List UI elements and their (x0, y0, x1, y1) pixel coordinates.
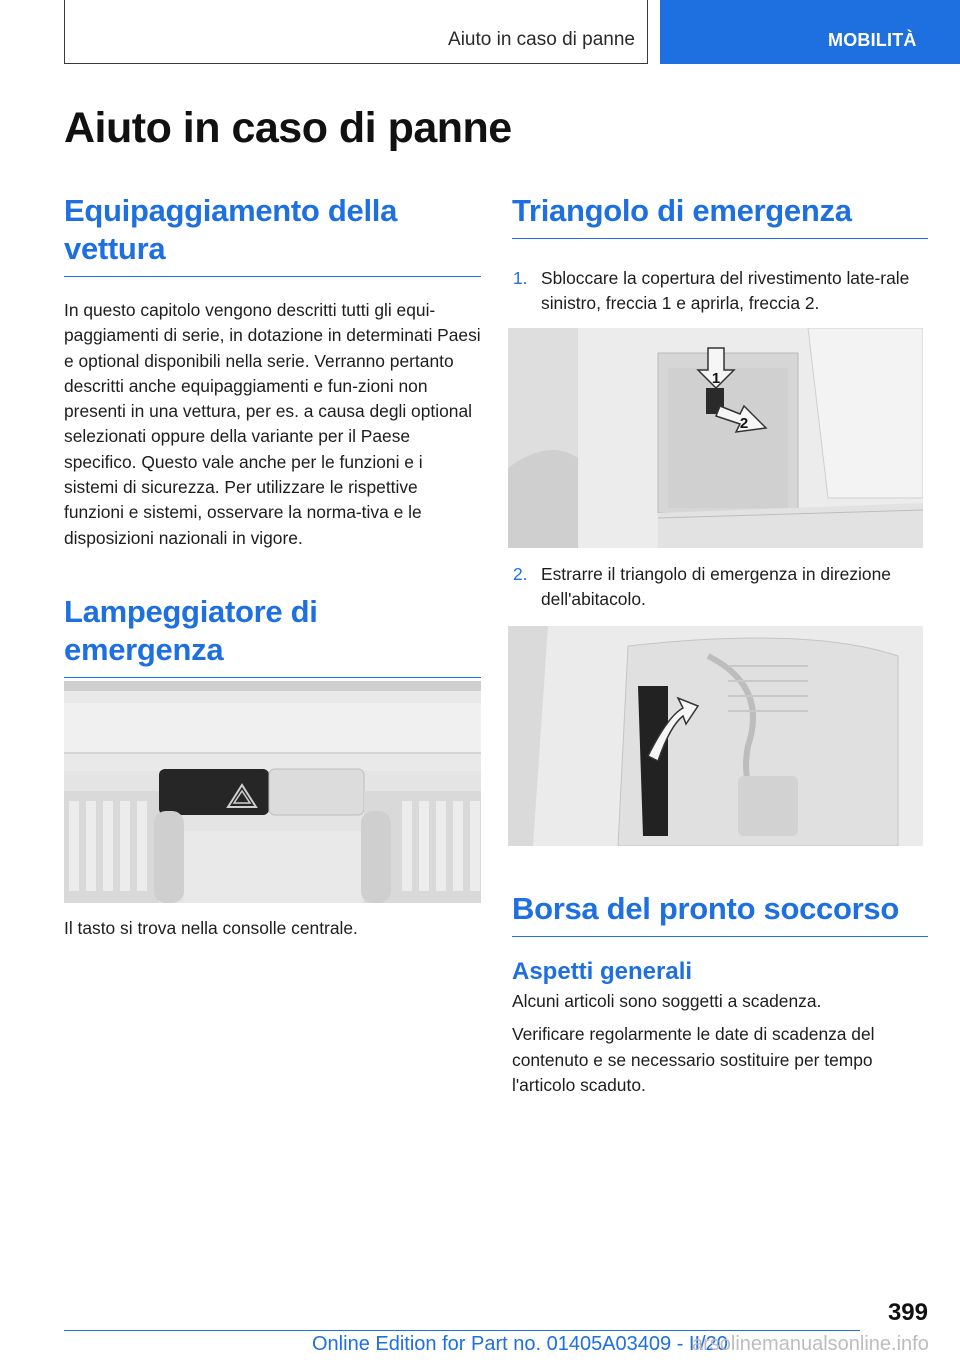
compartment-illustration (508, 626, 923, 846)
page-number: 399 (887, 1299, 928, 1326)
triangle-panel-image (508, 328, 923, 548)
header-section-label: Aiuto in caso di panne (448, 29, 635, 50)
chapter-tab (660, 0, 960, 64)
page-title: Aiuto in caso di panne (64, 104, 512, 152)
step-number: 1. (513, 268, 528, 288)
section-heading-hazard: Lampeggiatore di emergenza (64, 593, 481, 678)
arrow-1-label: 1 (711, 370, 721, 387)
step-text: Sbloccare la copertura del rivestimento late-rale sinistro, freccia 1 e aprirla, freccia 2. (541, 268, 910, 314)
header-section-box (64, 0, 648, 64)
first-aid-paragraph-1: Alcuni articoli sono soggetti a scadenza. (512, 991, 822, 1011)
triangle-steps-2 (512, 562, 928, 613)
watermark: arsolinemanualsonline.info (692, 1333, 929, 1355)
step-item (512, 266, 928, 317)
footer-rule (64, 1330, 860, 1331)
hazard-switch-illustration (64, 681, 481, 903)
section-heading-triangle: Triangolo di emergenza (512, 192, 928, 239)
hazard-switch-image (64, 681, 481, 903)
hazard-caption: Il tasto si trova nella consolle centrale. (64, 918, 358, 938)
section-heading-equipment: Equipaggiamento della vettura (64, 192, 481, 277)
chapter-tab-label: MOBILITÀ (828, 30, 917, 50)
first-aid-paragraph-2: Verificare regolarmente le date di scadenza del contenuto e se necessario sostituire per tempo l'articolo scaduto. (512, 1024, 875, 1095)
section-heading-first-aid: Borsa del pronto soccorso (512, 890, 928, 937)
first-aid-section (512, 890, 928, 1098)
edition-note: Online Edition for Part no. 01405A03409 - II/20 (312, 1333, 728, 1355)
triangle-steps-1 (512, 266, 928, 317)
step-text: Estrarre il triangolo di emergenza in direzione dell'abitacolo. (541, 564, 891, 610)
panel-illustration (508, 328, 923, 548)
step-number: 2. (513, 564, 528, 584)
subheading-general: Aspetti generali (512, 958, 693, 985)
triangle-compartment-image (508, 626, 923, 846)
left-column (64, 192, 481, 678)
equipment-paragraph: In questo capitolo vengono descritti tutti gli equi-paggiamenti di serie, in dotazione in determinati Paesi e optional disponibili nella serie. Verranno pertanto descritti anche equipaggiamenti e fun-zioni non presenti in una vettura, per es. a causa degli optional selezionati oppure della variante per il Paese specifico. Questo vale anche per le funzioni e i sistemi di sicurezza. Per utilizzare le rispettive funzioni e sistemi, osservare la norma-tiva e le disposizioni nazionali in vigore. (64, 300, 481, 548)
arrow-2-label: 2 (739, 415, 749, 432)
right-column (512, 192, 928, 317)
step-item (512, 562, 928, 613)
